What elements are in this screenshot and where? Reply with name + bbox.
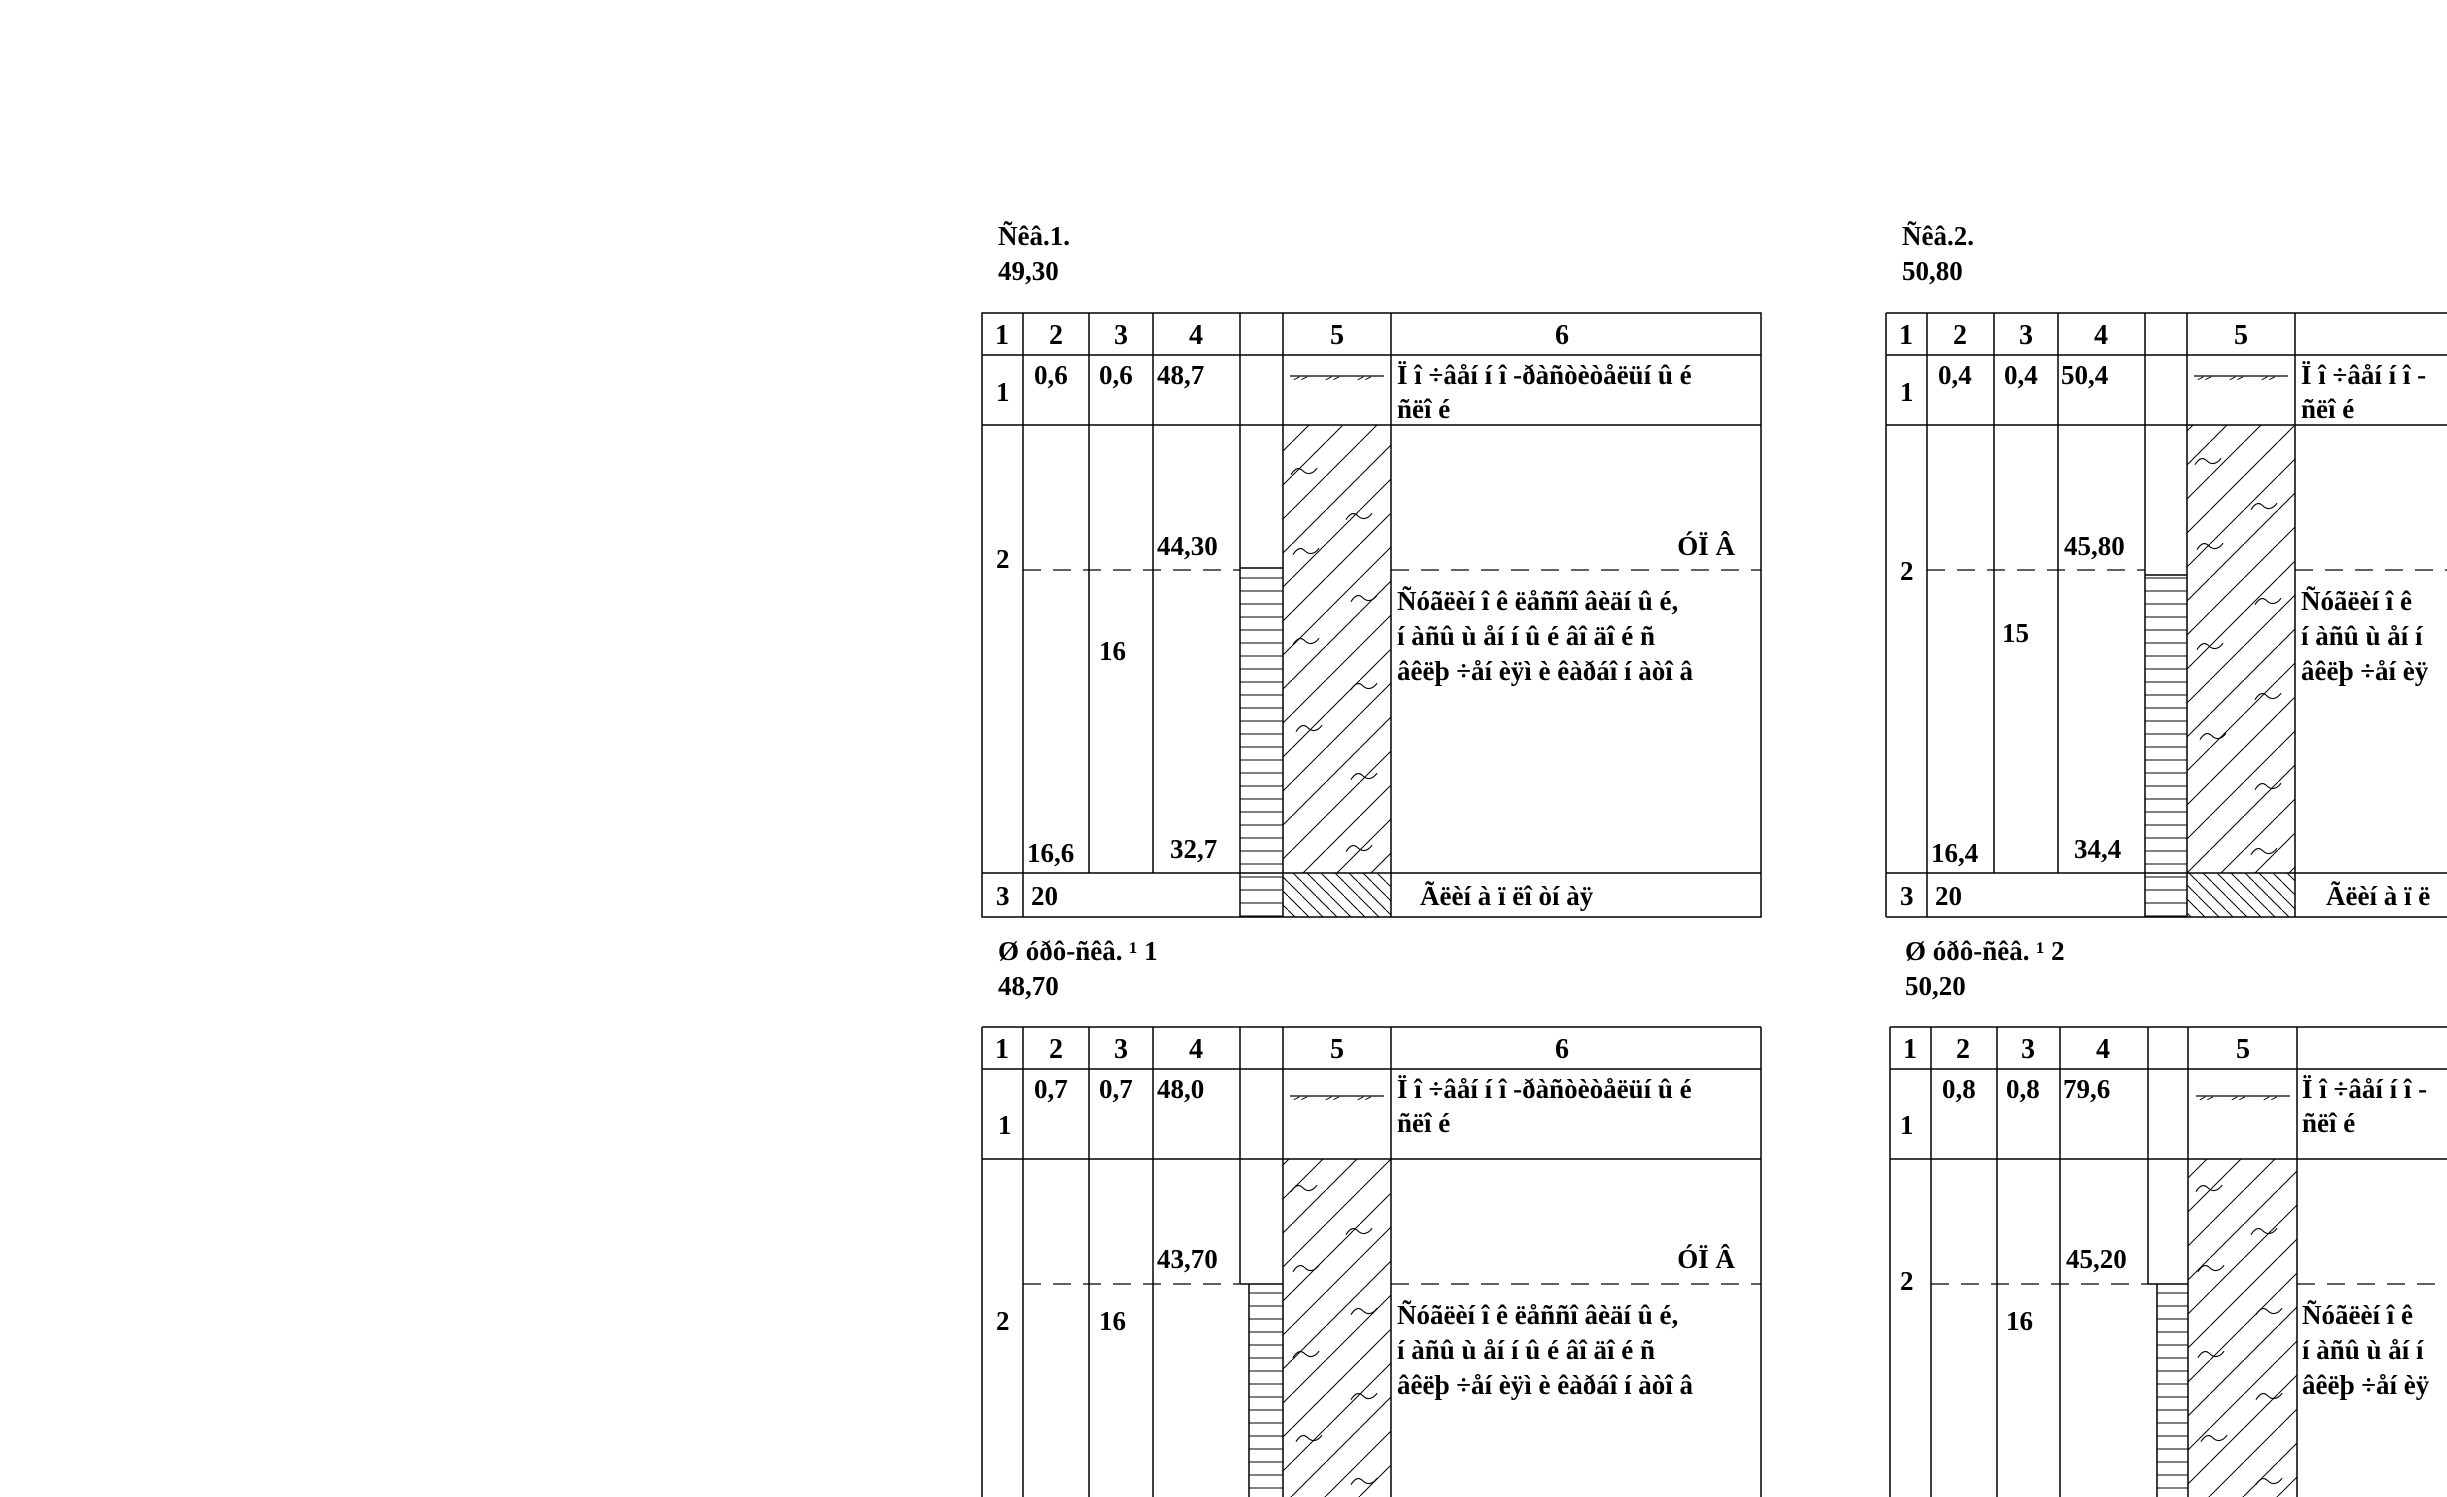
col-header: 3 [1114, 320, 1128, 351]
col-header: 4 [2096, 1034, 2110, 1065]
layer-elevation: 79,6 [2063, 1074, 2111, 1104]
layer-description: Ñóãëèí î ê ëåññî âèäí û é, [1397, 586, 1679, 616]
log-title: Ñêâ.1. [998, 221, 1070, 251]
layer-description: ñëî é [2301, 394, 2355, 424]
col-header: 3 [2021, 1034, 2035, 1065]
log-elevation: 49,30 [998, 256, 1059, 286]
groundwater-label: ÓÏ Â [1677, 531, 1735, 561]
col-header: 5 [2234, 320, 2248, 351]
layer-description: Ñóãëèí î ê [2301, 586, 2412, 616]
log-elevation: 48,70 [998, 971, 1059, 1001]
layer-number: 1 [1900, 377, 1914, 407]
layer-elevation: 48,7 [1157, 360, 1205, 390]
layer-description: Ï î ÷âåí í î - [2301, 360, 2427, 390]
layer-thickness: 0,6 [1099, 360, 1133, 390]
col-header: 5 [1330, 320, 1344, 351]
layer-number: 1 [1900, 1110, 1914, 1140]
layer-description: Ï î ÷âåí í î -ðàñòèòåëüí û é [1397, 360, 1692, 390]
layer-top-depth: 0,8 [1942, 1074, 1976, 1104]
layer-number: 3 [1900, 881, 1914, 911]
layer-thickness: 16 [1099, 636, 1126, 666]
layer-elevation: 48,0 [1157, 1074, 1205, 1104]
layer-description: Ñóãëèí î ê ëåññî âèäí û é, [1397, 1300, 1679, 1330]
topsoil-symbol [2194, 376, 2288, 380]
layer-top-depth: 0,4 [1938, 360, 1972, 390]
layer-description: Ãëèí à ï ë [2326, 881, 2431, 911]
layer-thickness: 0,7 [1099, 1074, 1133, 1104]
layer-description: í àñû ù åí í [2301, 621, 2423, 651]
water-elevation: 45,80 [2064, 531, 2125, 561]
layer-description: ñëî é [1397, 1108, 1451, 1138]
layer-description: í àñû ù åí í [2302, 1335, 2424, 1365]
log-title: Ñêâ.2. [1902, 221, 1974, 251]
layer-number: 2 [996, 544, 1010, 574]
col-header: 2 [1956, 1034, 1970, 1065]
col-header: 4 [2094, 320, 2108, 351]
col-header: 2 [1049, 320, 1063, 351]
topsoil-symbol [1290, 1096, 1384, 1100]
layer-top-depth: 20 [1935, 881, 1962, 911]
layer-thickness: 0,4 [2004, 360, 2038, 390]
layer-description: ñëî é [1397, 394, 1451, 424]
layer-description: âêëþ ÷åí èÿ [2302, 1370, 2430, 1400]
layer-description: âêëþ ÷åí èÿ [2301, 656, 2429, 686]
casing-pattern [1240, 570, 1283, 917]
clay-hatch [2187, 873, 2295, 917]
layer-top-depth: 0,7 [1034, 1074, 1068, 1104]
topsoil-symbol [2196, 1096, 2290, 1100]
layer-thickness: 16 [2006, 1306, 2033, 1336]
log-elevation: 50,20 [1905, 971, 1966, 1001]
layer-description: âêëþ ÷åí èÿì è êàðáî í àòî â [1397, 656, 1694, 686]
loam-hatch [2187, 425, 2295, 873]
casing-pattern [1249, 1286, 1283, 1497]
layer-description: Ãëèí à ï ëî òí àÿ [1420, 881, 1594, 911]
layer-description: í àñû ù åí í û é âî äî é ñ [1397, 621, 1656, 651]
layer-top-depth: 20 [1031, 881, 1058, 911]
col-header: 1 [995, 1034, 1009, 1065]
layer-elevation: 50,4 [2061, 360, 2109, 390]
casing-pattern [2157, 1286, 2188, 1497]
col-header: 5 [2236, 1034, 2250, 1065]
layer-bottom-elevation: 32,7 [1170, 834, 1218, 864]
topsoil-symbol [1290, 376, 1384, 380]
layer-description: í àñû ù åí í û é âî äî é ñ [1397, 1335, 1656, 1365]
water-elevation: 43,70 [1157, 1244, 1218, 1274]
col-header: 1 [995, 320, 1009, 351]
layer-number: 2 [1900, 556, 1914, 586]
layer-thickness: 16 [1099, 1306, 1126, 1336]
log-1 [982, 221, 1761, 917]
log-elevation: 50,80 [1902, 256, 1963, 286]
loam-hatch [1283, 1159, 1391, 1497]
layer-thickness: 15 [2002, 618, 2029, 648]
log-4 [1890, 936, 2447, 1497]
layer-number: 3 [996, 881, 1010, 911]
col-header: 6 [1555, 1034, 1569, 1065]
log-title: Ø óðô-ñêâ. ¹ 1 [998, 936, 1158, 966]
col-header: 4 [1189, 1034, 1203, 1065]
groundwater-label: ÓÏ Â [1677, 1244, 1735, 1274]
layer-description: Ñóãëèí î ê [2302, 1300, 2413, 1330]
log-3 [982, 936, 1761, 1497]
layer-number: 2 [1900, 1266, 1914, 1296]
layer-number: 1 [998, 1110, 1012, 1140]
col-header: 3 [2019, 320, 2033, 351]
casing-pattern [2145, 577, 2187, 917]
layer-bottom-depth: 16,6 [1027, 838, 1075, 868]
col-header: 1 [1903, 1034, 1917, 1065]
layer-top-depth: 0,6 [1034, 360, 1068, 390]
loam-hatch [1283, 425, 1391, 873]
clay-hatch [1283, 873, 1391, 917]
layer-number: 1 [996, 377, 1010, 407]
layer-bottom-elevation: 34,4 [2074, 834, 2122, 864]
layer-description: Ï î ÷âåí í î - [2302, 1074, 2428, 1104]
layer-description: âêëþ ÷åí èÿì è êàðáî í àòî â [1397, 1370, 1694, 1400]
water-elevation: 44,30 [1157, 531, 1218, 561]
col-header: 4 [1189, 320, 1203, 351]
col-header: 2 [1953, 320, 1967, 351]
log-2 [1886, 221, 2447, 917]
layer-description: ñëî é [2302, 1108, 2356, 1138]
col-header: 1 [1899, 320, 1913, 351]
col-header: 2 [1049, 1034, 1063, 1065]
water-elevation: 45,20 [2066, 1244, 2127, 1274]
layer-number: 2 [996, 1306, 1010, 1336]
loam-hatch [2188, 1159, 2297, 1497]
log-title: Ø óðô-ñêâ. ¹ 2 [1905, 936, 2065, 966]
layer-bottom-depth: 16,4 [1931, 838, 1979, 868]
col-header: 5 [1330, 1034, 1344, 1065]
layer-thickness: 0,8 [2006, 1074, 2040, 1104]
col-header: 6 [1555, 320, 1569, 351]
layer-description: Ï î ÷âåí í î -ðàñòèòåëüí û é [1397, 1074, 1692, 1104]
col-header: 3 [1114, 1034, 1128, 1065]
